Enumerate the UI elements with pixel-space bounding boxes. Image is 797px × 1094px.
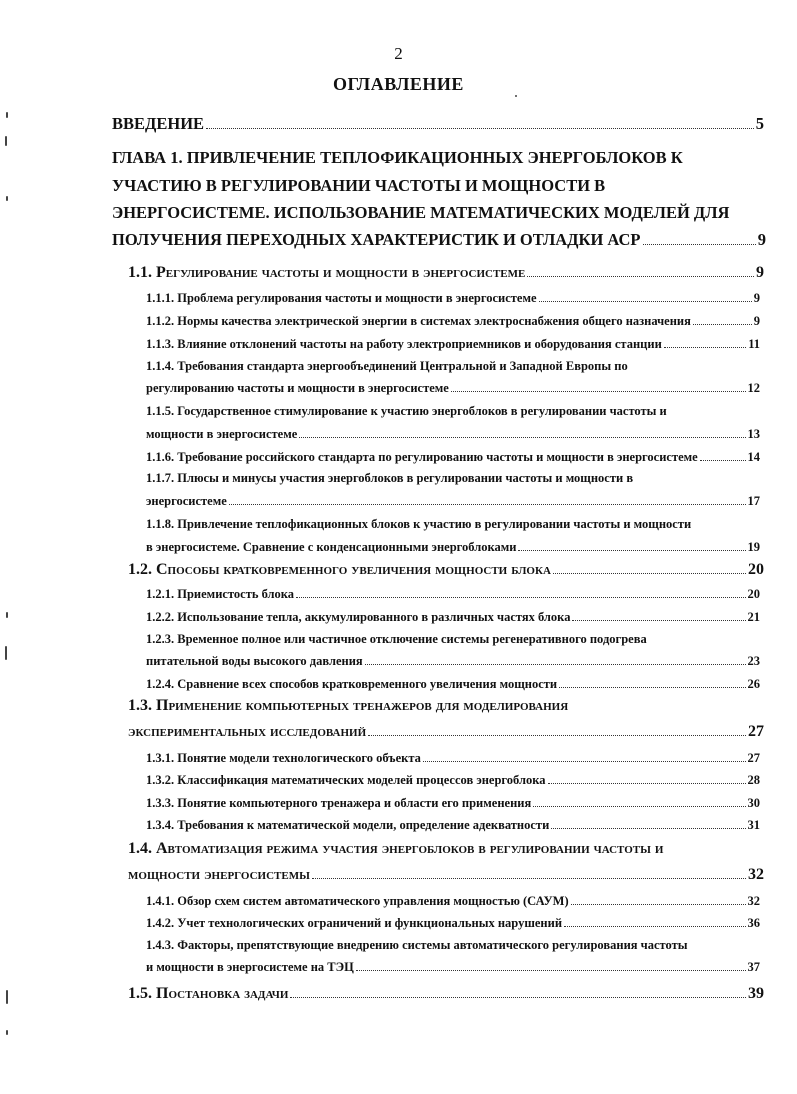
scan-artifact [5,136,7,146]
toc-entry-label: ВВЕДЕНИЕ [112,114,205,133]
toc-entry-page: 14 [747,450,760,464]
toc-entry-page: 12 [747,381,760,395]
toc-entry-page: 39 [748,985,764,1002]
toc-entry-page: 20 [747,587,760,601]
toc-entry-1-3-1[interactable] [146,751,760,766]
dot-leader [312,878,746,879]
toc-entry-page: 9 [757,230,766,249]
toc-entry-label: 1.3.2. Классификация математических моделей процессов энергоблока [146,773,546,787]
dot-leader [290,997,746,998]
toc-entry-page: 27 [748,723,764,740]
toc-entry-label: 1.1.5. Государственное стимулирование к участию энергоблоков в регулировании частоты и [146,404,667,418]
toc-entry-1-1[interactable] [128,264,764,282]
dot-leader [559,687,745,688]
toc-entry-page: 9 [753,314,760,328]
toc-entry-page: 13 [747,427,760,441]
toc-entry-1-2[interactable] [128,561,764,579]
toc-entry-page: 37 [747,960,760,974]
dot-leader [206,128,754,129]
toc-entry-label: 1.2.3. Временное полное или частичное отключение системы регенеративного подогрева [146,632,647,646]
page-number: 2 [394,44,403,63]
toc-entry-label: в энергосистеме. Сравнение с конденсационными энергоблоками [146,540,517,554]
toc-entry-label: 1.4.3. Факторы, препятствующие внедрению системы автоматического регулирования частоты [146,938,688,952]
dot-leader [539,301,752,302]
toc-entry-label: 1.2.1. Приемистость блока [146,587,295,601]
page-title: ОГЛАВЛЕНИЕ [333,74,464,94]
toc-entry-1-2-1[interactable] [146,587,760,602]
toc-entry-1-4-2[interactable] [146,916,760,931]
dot-leader [693,324,752,325]
toc-entry-label: 1.1.3. Влияние отклонений частоты на работу электроприемников и оборудования станции [146,337,662,351]
toc-entry-1-3-2[interactable] [146,773,760,788]
toc-entry-label: 1.4. Автоматизация режима участия энергоблоков в регулировании частоты и [128,840,664,857]
dot-leader [664,347,746,348]
toc-entry-1-1-1[interactable] [146,291,760,306]
toc-entry-label: 1.4.1. Обзор схем систем автоматического управления мощностью (САУМ) [146,894,569,908]
toc-entry-page: 36 [747,916,760,930]
toc-entry-1-3-4[interactable] [146,818,760,833]
toc-entry-page: 9 [753,291,760,305]
toc-entry-1-1-3[interactable] [146,337,760,352]
dot-leader [423,761,746,762]
scan-artifact [6,612,8,618]
chapter-title-line: ЭНЕРГОСИСТЕМЕ. ИСПОЛЬЗОВАНИЕ МАТЕМАТИЧЕСКИХ МОДЕЛЕЙ ДЛЯ [112,203,730,222]
toc-entry-label: 1.1.2. Нормы качества электрической энергии в системах электроснабжения общего назначения [146,314,691,328]
dot-leader [527,276,754,277]
toc-entry-page: 9 [756,264,764,281]
toc-entry-label: мощности в энергосистеме [146,427,298,441]
toc-entry-page: 11 [748,337,760,351]
toc-entry-page: 21 [747,610,760,624]
dot-leader [368,735,746,736]
toc-entry-label: 1.4.2. Учет технологических ограничений и функциональных нарушений [146,916,563,930]
toc-entry-page: 5 [755,114,764,133]
chapter-title-line: ПОЛУЧЕНИЯ ПЕРЕХОДНЫХ ХАРАКТЕРИСТИК И ОТЛАДКИ АСР [112,230,641,249]
scan-artifact [6,1030,8,1035]
toc-entry-1-3-3[interactable] [146,796,760,811]
scan-artifact [5,646,7,660]
toc-entry-page: 20 [748,561,764,578]
toc-entry-1-1-2[interactable] [146,314,760,329]
toc-entry-label: энергосистеме [146,494,227,508]
dot-leader [553,573,746,574]
dot-leader [451,391,746,392]
toc-entry-page: 23 [747,654,760,668]
toc-entry-label: 1.1.7. Плюсы и минусы участия энергоблоков в регулировании частоты и мощности в [146,471,634,485]
toc-entry-page: 32 [747,894,760,908]
toc-entry-page: 31 [747,818,760,832]
scan-artifact [6,990,8,1004]
dot-leader [356,970,746,971]
chapter-title-line: УЧАСТИЮ В РЕГУЛИРОВАНИИ ЧАСТОТЫ И МОЩНОСТИ В [112,176,606,195]
toc-entry-label: 1.5. Постановка задачи [128,985,289,1002]
toc-entry-label: регулированию частоты и мощности в энергосистеме [146,381,449,395]
dot-leader [564,926,745,927]
toc-entry-label: 1.1.4. Требования стандарта энергообъединений Центральной и Западной Европы по [146,359,628,373]
toc-entry-page: 27 [747,751,760,765]
chapter-title-line: ГЛАВА 1. ПРИВЛЕЧЕНИЕ ТЕПЛОФИКАЦИОННЫХ ЭНЕРГОБЛОКОВ К [112,148,683,167]
toc-entry-page: 26 [747,677,760,691]
dot-leader [571,904,746,905]
toc-entry-1-2-4[interactable] [146,677,760,692]
dot-leader [572,620,745,621]
dot-leader [643,244,756,245]
toc-entry-page: 30 [747,796,760,810]
dot-leader [296,597,745,598]
toc-entry-label: экспериментальных исследований [128,723,367,740]
toc-entry-label: 1.1.8. Привлечение теплофикационных блоков к участию в регулировании частоты и мощности [146,517,692,531]
toc-entry-page: 32 [748,866,764,883]
toc-entry-label: питательной воды высокого давления [146,654,363,668]
dot-leader [533,806,745,807]
toc-entry-label: 1.1. Регулирование частоты и мощности в энергосистеме [128,264,526,281]
toc-entry-1-5[interactable] [128,985,764,1003]
scan-artifact [6,196,8,201]
toc-entry-page: 19 [747,540,760,554]
toc-entry-intro[interactable] [112,114,764,134]
scan-artifact [6,112,8,118]
toc-entry-1-2-2[interactable] [146,610,760,625]
toc-entry-label: 1.2. Способы кратковременного увеличения мощности блока [128,561,551,578]
dot-leader [551,828,745,829]
toc-entry-page: 28 [747,773,760,787]
toc-entry-label: 1.3.3. Понятие компьютерного тренажера и области его применения [146,796,532,810]
dot-leader [365,664,746,665]
scan-artifact [515,95,517,97]
dot-leader [299,437,745,438]
toc-entry-label: 1.1.1. Проблема регулирования частоты и мощности в энергосистеме [146,291,537,305]
dot-leader [700,460,746,461]
toc-entry-label: 1.1.6. Требование российского стандарта по регулированию частоты и мощности в энергосистеме [146,450,698,464]
toc-entry-label: 1.3. Применение компьютерных тренажеров для моделирования [128,697,569,714]
toc-entry-label: 1.3.4. Требования к математической модели, определение адекватности [146,818,550,832]
dot-leader [518,550,745,551]
toc-entry-label: и мощности в энергосистеме на ТЭЦ [146,960,354,974]
toc-entry-1-1-6[interactable] [146,450,760,465]
toc-entry-label: 1.2.2. Использование тепла, аккумулированного в различных частях блока [146,610,571,624]
toc-entry-label: 1.3.1. Понятие модели технологического объекта [146,751,421,765]
toc-entry-1-4-1[interactable] [146,894,760,909]
toc-entry-label: мощности энергосистемы [128,866,310,883]
toc-entry-label: 1.2.4. Сравнение всех способов кратковременного увеличения мощности [146,677,558,691]
dot-leader [548,783,746,784]
dot-leader [229,504,746,505]
toc-entry-page: 17 [747,494,760,508]
